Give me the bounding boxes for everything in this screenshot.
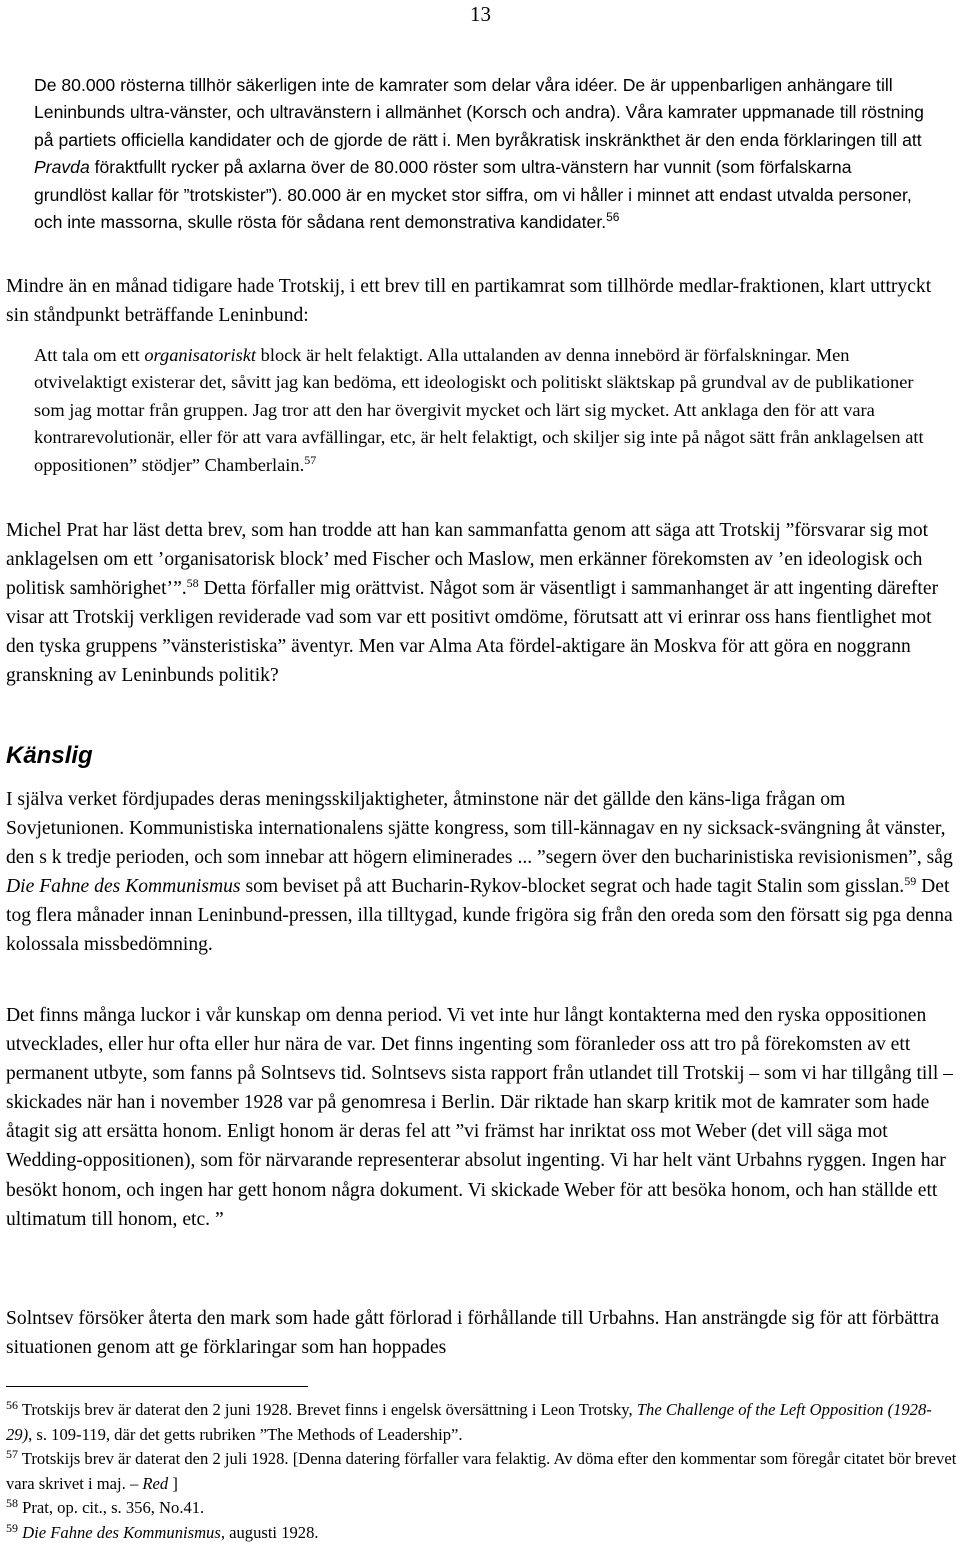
para3-italic: Die Fahne des Kommunismus bbox=[6, 876, 241, 898]
footnote-number: 57 bbox=[6, 1447, 18, 1462]
para2-text-1: Michel Prat har läst detta brev, som han trodde att han kan sammanfatta genom att säga att Trotskij ”försvarar sig mot anklagelsen om ett ’organisatorisk block’ med Fischer och Maslow, men erkänner förekomsten av ’en ideologisk och politisk samhörighet’”. bbox=[6, 520, 929, 600]
quote2-text-1: Att tala om ett bbox=[34, 345, 145, 365]
paragraph-2 bbox=[6, 516, 958, 691]
footnote-text: ] bbox=[168, 1473, 178, 1493]
paragraph-5: Solntsev försöker återta den mark som hade gått förlorad i förhållande till Urbahns. Han ansträngde sig för att förbättra situationen genom att ge förklaringar som han hoppades bbox=[6, 1308, 940, 1359]
footnote-text: , augusti 1928. bbox=[220, 1522, 319, 1542]
para3-text-1: I själva verket fördjupades deras meningsskiljaktigheter, åtminstone när det gällde den käns-liga frågan om Sovjetunionen. Kommunistiska internationalens sjätte kongress, som till-kännagav en ny sicksack-svängning åt vänster, den s k tredje perioden, och som innebar att högern eliminerades ... ”segern över den bucharinistiska revisionismen”, såg bbox=[6, 789, 953, 869]
para2-text-2: Detta förfaller mig orättvist. Något som är väsentligt i sammanhanget är att ingenting därefter visar att Trotskij verkligen reviderade vad som var ett positivt omdöme, förutsatt att vi erinrar oss hans fientlighet mot den tyska gruppens ”vänsteristiska” äventyr. Men var Alma Ata fördel-aktigare än Moskva för att göra en noggrann granskning av Leninbunds politik? bbox=[6, 578, 939, 687]
footnote-italic: Die Fahne des Kommunismus bbox=[22, 1522, 221, 1542]
footnote-ref-57[interactable]: 57 bbox=[304, 452, 317, 467]
quote-block-1 bbox=[34, 72, 924, 236]
footnote-56 bbox=[6, 1398, 958, 1447]
para3-text-3: Det tog flera månader innan Leninbund-pressen, illa tilltygad, kunde frigöra sig från den oreda som den försatt sig pga denna kolossala missbedömning. bbox=[6, 876, 953, 956]
section-heading: Känslig bbox=[6, 742, 93, 769]
footnote-ref-58[interactable]: 58 bbox=[186, 576, 199, 591]
page-number: 13 bbox=[470, 2, 491, 26]
quote1-text-3: föraktfullt rycker på axlarna över de 80.000 röster som ultra-vänstern har vunnit (som förfalskarna grundlöst kallar för ”trotskister”). 80.000 är en mycket stor siffra, om vi håller i minnet att endast utvalda personer, och inte massorna, skulle rösta för sådana rent demonstrativa kandidater. bbox=[34, 157, 912, 233]
footnote-59 bbox=[6, 1521, 958, 1546]
footnote-ref-56[interactable]: 56 bbox=[606, 210, 620, 225]
footnote-58 bbox=[6, 1496, 958, 1521]
para3-text-2: som beviset på att Bucharin-Rykov-blocket segrat och hade tagit Stalin som gisslan. bbox=[240, 876, 905, 898]
footnote-text: Prat, op. cit., s. 356, No.41. bbox=[18, 1498, 205, 1518]
quote-block-2 bbox=[34, 342, 924, 479]
footnote-divider bbox=[6, 1386, 308, 1387]
footnote-number: 58 bbox=[6, 1496, 18, 1511]
paragraph-4: Det finns många luckor i vår kunskap om denna period. Vi vet inte hur långt kontakterna med den ryska oppositionen utvecklades, eller hur ofta eller hur nära de var. Det finns ingenting som föranleder oss att tro på förekomsten av ett permanent utbyte, som fanns på Solntsevs tid. Solntsevs sista rapport från utlandet till Trotskij – som vi har tillgång till – skickades när han i november 1928 var på genomresa i Berlin. Där riktade han skarp kritik mot de kamrater som hade åtagit sig att ersätta honom. Enligt honom är deras fel att ”vi främst har inriktat oss mot Weber (det vill säga mot Wedding-oppositionen), som för närvarande representerar absolut ingenting. Vi har helt vänt Urbahns ryggen. Ingen har besökt honom, och ingen har gett honom några dokument. Vi skickade Weber för att besöka honom, och han ställde ett ultimatum till honom, etc. ” bbox=[6, 1005, 953, 1230]
footnote-italic: Red bbox=[142, 1473, 169, 1493]
paragraph-3 bbox=[6, 785, 958, 960]
footnote-text: , s. 109-119, där det getts rubriken ”The Methods of Leadership”. bbox=[28, 1424, 463, 1444]
footnote-57 bbox=[6, 1447, 958, 1496]
footnote-text: Trotskijs brev är daterat den 2 juli 1928. [Denna datering förfaller vara felaktig. Av döma efter den kommentar som föregår citatet bör brevet vara skrivet i maj. – bbox=[6, 1449, 957, 1493]
footnote-number: 56 bbox=[6, 1398, 18, 1412]
quote1-italic-pravda: Pravda bbox=[34, 157, 90, 178]
quote1-text-2: Våra kamrater uppmanade till röstning på partiets officiella kandidater och de gjorde de rätt i. Men byråkratisk inskränkthet är den enda förklaringen till att bbox=[34, 102, 924, 150]
footnote-italic: The Challenge of the Left Opposition (1928-29) bbox=[6, 1400, 932, 1444]
footnotes bbox=[6, 1398, 958, 1546]
footnote-text: Trotskijs brev är daterat den 2 juni 1928. Brevet finns i engelsk översättning i Leon Trotsky, bbox=[18, 1400, 637, 1419]
footnote-number: 59 bbox=[6, 1520, 18, 1535]
footnote-ref-59[interactable]: 59 bbox=[904, 874, 917, 889]
quote2-italic: organisatoriskt bbox=[144, 345, 257, 365]
quote2-text-2: block är helt felaktigt. Alla uttalanden av denna innebörd är förfalskningar. Men otvivelaktigt existerar det, såvitt jag kan bedöma, ett ideologiskt och politiskt släktskap på grundval av de publikationer som jag mottar från gruppen. Jag tror att den har övergivit mycket och lärt sig mycket. Att anklaga den för att vara kontrarevolutionär, eller för att vara avfällingar, etc, är helt felaktigt, och skiljer sig inte på något sätt från anklagelsen att oppositionen” stödjer” Chamberlain. bbox=[34, 345, 924, 475]
paragraph-1: Mindre än en månad tidigare hade Trotskij, i ett brev till en partikamrat som tillhörde medlar-fraktionen, klart uttryckt sin ståndpunkt beträffande Leninbund: bbox=[6, 276, 932, 327]
quote1-text-1: De 80.000 rösterna tillhör säkerligen inte de kamrater som delar våra idéer. De är uppenbarligen anhängare till Leninbunds ultra-vänster, och ultravänstern i allmänhet (Korsch och andra). bbox=[34, 75, 893, 123]
